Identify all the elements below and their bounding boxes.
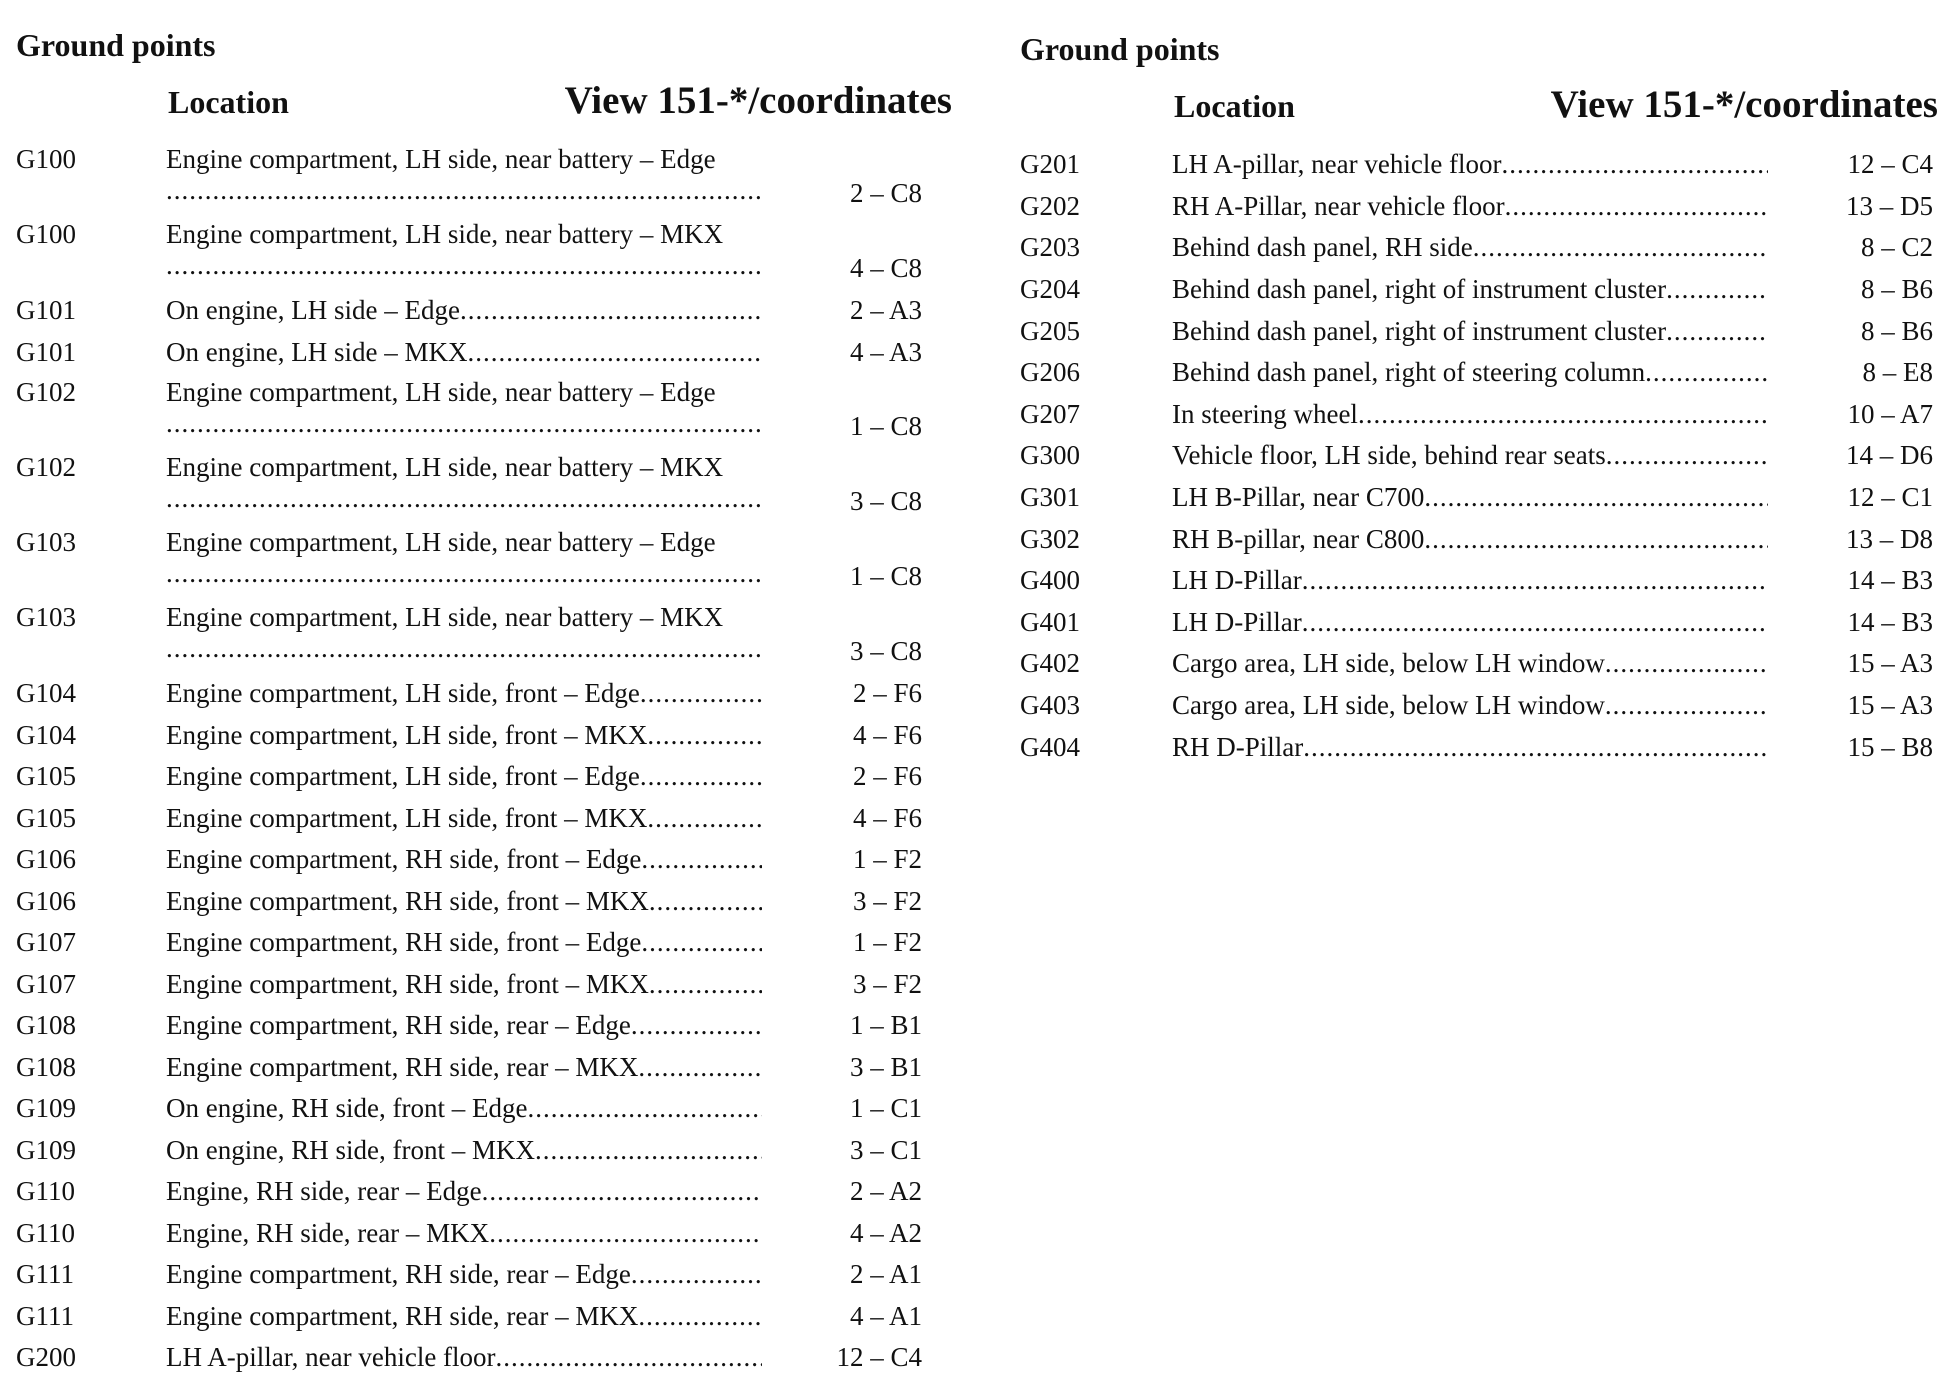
location-description [1172, 607, 1768, 638]
dot-leader [1302, 607, 1768, 638]
location-description [166, 140, 762, 215]
location-description [166, 1342, 762, 1373]
location-text: On engine, LH side – Edge [166, 295, 460, 326]
dot-leader [166, 633, 762, 663]
view-coordinate: 4 – A1 [849, 1300, 922, 1331]
location-text: Engine, RH side, rear – Edge [166, 1176, 482, 1207]
dot-leader [1473, 232, 1768, 263]
view-coordinate: 4 – C8 [849, 253, 922, 283]
view-coordinate: 1 – C8 [849, 561, 922, 591]
view-coordinates-header: View 151-*/coordinates [1550, 83, 1938, 126]
ground-point-id: G109 [16, 1134, 76, 1165]
location-description [166, 803, 762, 834]
location-text: LH A-pillar, near vehicle floor [166, 1342, 496, 1373]
view-coordinate: 15 – B8 [1847, 731, 1933, 762]
ground-point-row [1020, 602, 1938, 644]
location-text: RH B-pillar, near C800 [1172, 523, 1425, 554]
dot-leader [649, 969, 762, 1000]
ground-point-row [1020, 310, 1938, 352]
location-header: Location [168, 84, 289, 120]
ground-point-row [16, 1213, 956, 1255]
dot-leader [1302, 565, 1768, 596]
ground-point-id: G109 [16, 1093, 76, 1124]
location-text: On engine, RH side, front – MKX [166, 1134, 535, 1165]
ground-point-row [16, 448, 956, 523]
location-text: LH D-Pillar [1172, 606, 1302, 637]
ground-point-row [16, 1337, 956, 1379]
view-coordinate: 3 – F2 [852, 885, 922, 916]
view-coordinate: 15 – A3 [1847, 648, 1933, 679]
location-description [166, 1301, 762, 1332]
view-coordinate: 8 – B6 [1860, 274, 1933, 305]
location-description [166, 448, 762, 523]
location-description [1172, 565, 1768, 596]
dot-leader [535, 1135, 762, 1166]
ground-point-id: G108 [16, 1051, 76, 1082]
location-text: Engine compartment, LH side, near battery – Edge [166, 144, 716, 174]
dot-leader [489, 1218, 762, 1249]
location-description [166, 1052, 762, 1083]
ground-point-row [16, 1130, 956, 1172]
location-text: Engine compartment, RH side, rear – MKX [166, 1051, 639, 1082]
view-coordinate: 1 – F2 [852, 844, 922, 875]
dot-leader [641, 844, 762, 875]
ground-point-row [1020, 394, 1938, 436]
view-coordinate: 14 – D6 [1846, 440, 1933, 471]
ground-point-id: G101 [16, 295, 76, 326]
location-text: Vehicle floor, LH side, behind rear seats [1172, 440, 1606, 471]
location-text: Engine compartment, RH side, front – MKX [166, 968, 649, 999]
dot-leader [641, 927, 762, 958]
dot-leader [460, 295, 762, 326]
ground-point-id: G106 [16, 844, 76, 875]
dot-leader [527, 1093, 762, 1124]
location-description [1172, 690, 1768, 721]
dot-leader [1666, 316, 1768, 347]
ground-point-row [16, 922, 956, 964]
location-text: LH A-pillar, near vehicle floor [1172, 149, 1502, 180]
ground-point-row [16, 673, 956, 715]
location-description [166, 720, 762, 751]
ground-point-id: G111 [16, 1259, 74, 1290]
location-text: On engine, RH side, front – Edge [166, 1093, 528, 1124]
location-description [166, 1218, 762, 1249]
location-text: Engine compartment, LH side, near battery – MKX [166, 452, 724, 482]
view-coordinate: 1 – F2 [852, 927, 922, 958]
view-coordinate: 14 – B3 [1847, 565, 1933, 596]
column-header [1020, 82, 1938, 140]
ground-point-id: G111 [16, 1300, 74, 1331]
location-text: Behind dash panel, right of instrument cluster [1172, 315, 1667, 346]
location-description [166, 1010, 762, 1041]
ground-point-row [16, 1171, 956, 1213]
dot-leader [638, 1052, 762, 1083]
ground-point-row [16, 332, 956, 374]
dot-leader [1645, 357, 1768, 388]
section-heading: Ground points [1020, 31, 1220, 67]
ground-point-row [1020, 435, 1938, 477]
dot-leader [1605, 690, 1768, 721]
location-description [1172, 648, 1768, 679]
dot-leader [638, 1301, 762, 1332]
view-coordinate: 2 – F6 [852, 678, 922, 709]
ground-point-id: G103 [16, 602, 76, 632]
view-coordinate: 4 – A2 [849, 1217, 922, 1248]
view-coordinate: 3 – C8 [849, 486, 922, 516]
dot-leader [1505, 191, 1768, 222]
ground-point-row [16, 756, 956, 798]
location-description [1172, 440, 1768, 471]
dot-leader [1606, 440, 1768, 471]
view-coordinate: 3 – C8 [849, 636, 922, 666]
ground-point-row [1020, 726, 1938, 768]
location-text: RH A-Pillar, near vehicle floor [1172, 190, 1505, 221]
ground-point-row [16, 1005, 956, 1047]
location-text: Cargo area, LH side, below LH window [1172, 690, 1605, 721]
dot-leader [631, 1010, 762, 1041]
location-description [166, 844, 762, 875]
ground-point-id: G205 [1020, 315, 1080, 346]
location-text: Engine compartment, RH side, front – MKX [166, 885, 649, 916]
location-description [166, 761, 762, 792]
ground-point-id: G206 [1020, 357, 1080, 388]
ground-point-id: G107 [16, 968, 76, 999]
view-coordinate: 1 – C8 [849, 411, 922, 441]
ground-point-row [16, 1254, 956, 1296]
location-text: Engine compartment, LH side, front – MKX [166, 719, 648, 750]
ground-point-id: G402 [1020, 648, 1080, 679]
location-description [1172, 316, 1768, 347]
location-text: LH D-Pillar [1172, 565, 1302, 596]
ground-point-row [16, 1047, 956, 1089]
ground-point-row [16, 1296, 956, 1338]
location-description [1172, 232, 1768, 263]
location-description [1172, 191, 1768, 222]
view-coordinate: 14 – B3 [1847, 606, 1933, 637]
ground-point-id: G201 [1020, 149, 1080, 180]
ground-point-row [16, 964, 956, 1006]
ground-point-id: G100 [16, 144, 76, 174]
location-text: On engine, LH side – MKX [166, 336, 468, 367]
left-column [16, 0, 956, 1379]
view-coordinate: 2 – A1 [849, 1259, 922, 1290]
right-column [1020, 0, 1938, 768]
location-text: Engine compartment, LH side, near battery – MKX [166, 602, 724, 632]
ground-point-id: G202 [1020, 190, 1080, 221]
ground-point-row [16, 598, 956, 673]
ground-point-row [1020, 352, 1938, 394]
view-coordinate: 3 – F2 [852, 968, 922, 999]
view-coordinate: 3 – C1 [849, 1134, 922, 1165]
location-text: LH B-Pillar, near C700 [1172, 482, 1425, 513]
location-description [166, 927, 762, 958]
location-text: Engine compartment, LH side, front – Edge [166, 678, 640, 709]
location-text: Behind dash panel, right of instrument cluster [1172, 274, 1667, 305]
section-heading: Ground points [16, 27, 216, 63]
dot-leader [1303, 732, 1768, 763]
view-coordinate: 12 – C4 [836, 1342, 922, 1373]
dot-leader [647, 803, 762, 834]
ground-points-list-left [16, 140, 956, 1379]
ground-point-row [16, 839, 956, 881]
location-text: Behind dash panel, right of steering column [1172, 357, 1646, 388]
ground-point-id: G102 [16, 377, 76, 407]
ground-point-id: G110 [16, 1217, 75, 1248]
ground-point-row [16, 881, 956, 923]
ground-point-row [1020, 144, 1938, 186]
ground-point-id: G400 [1020, 565, 1080, 596]
ground-point-id: G104 [16, 719, 76, 750]
view-coordinate: 10 – A7 [1847, 398, 1933, 429]
ground-point-id: G102 [16, 452, 76, 482]
location-description [166, 1259, 762, 1290]
view-coordinate: 12 – C1 [1847, 482, 1933, 513]
view-coordinate: 1 – C1 [849, 1093, 922, 1124]
dot-leader [166, 408, 762, 438]
ground-point-id: G105 [16, 761, 76, 792]
location-text: Engine compartment, RH side, rear – MKX [166, 1300, 639, 1331]
location-text: Engine compartment, RH side, front – Edge [166, 927, 642, 958]
ground-point-row [16, 798, 956, 840]
view-coordinates-header: View 151-*/coordinates [564, 79, 952, 122]
view-coordinate: 1 – B1 [849, 1010, 922, 1041]
dot-leader [1424, 524, 1768, 555]
location-text: Engine compartment, LH side, front – MKX [166, 802, 648, 833]
ground-point-row [1020, 227, 1938, 269]
dot-leader [166, 558, 762, 588]
column-header [16, 78, 952, 136]
ground-point-id: G105 [16, 802, 76, 833]
ground-point-id: G100 [16, 219, 76, 249]
location-text: RH D-Pillar [1172, 731, 1304, 762]
view-coordinate: 8 – B6 [1860, 315, 1933, 346]
location-description [1172, 482, 1768, 513]
ground-point-id: G104 [16, 678, 76, 709]
dot-leader [166, 483, 762, 513]
location-description [1172, 732, 1768, 763]
location-description [1172, 357, 1768, 388]
location-header: Location [1174, 88, 1295, 124]
dot-leader [1666, 274, 1768, 305]
dot-leader [1424, 482, 1768, 513]
dot-leader [647, 720, 762, 751]
ground-point-row [16, 140, 956, 215]
ground-point-id: G107 [16, 927, 76, 958]
ground-point-id: G200 [16, 1342, 76, 1373]
ground-point-row [16, 715, 956, 757]
view-coordinate: 13 – D5 [1846, 190, 1933, 221]
location-text: In steering wheel [1172, 398, 1358, 429]
location-description [166, 1093, 762, 1124]
ground-point-id: G203 [1020, 232, 1080, 263]
ground-point-row [1020, 685, 1938, 727]
location-text: Engine compartment, RH side, front – Edge [166, 844, 642, 875]
view-coordinate: 4 – F6 [852, 719, 922, 750]
ground-point-id: G401 [1020, 606, 1080, 637]
view-coordinate: 4 – F6 [852, 802, 922, 833]
location-text: Engine compartment, RH side, rear – Edge [166, 1010, 631, 1041]
location-description [166, 1176, 762, 1207]
dot-leader [496, 1342, 762, 1373]
location-description [166, 1135, 762, 1166]
dot-leader [166, 175, 762, 205]
dot-leader [482, 1176, 762, 1207]
ground-point-row [16, 523, 956, 598]
location-description [166, 598, 762, 673]
ground-point-id: G207 [1020, 398, 1080, 429]
ground-points-list-right [1020, 144, 1938, 768]
dot-leader [467, 337, 762, 368]
ground-point-row [1020, 643, 1938, 685]
ground-point-id: G300 [1020, 440, 1080, 471]
dot-leader [640, 761, 762, 792]
location-description [166, 886, 762, 917]
view-coordinate: 8 – C2 [1860, 232, 1933, 263]
location-text: Engine compartment, LH side, front – Edge [166, 761, 640, 792]
dot-leader [1605, 648, 1768, 679]
ground-point-row [16, 215, 956, 290]
ground-point-id: G404 [1020, 731, 1080, 762]
ground-point-row [1020, 518, 1938, 560]
view-coordinate: 2 – F6 [852, 761, 922, 792]
ground-point-row [1020, 477, 1938, 519]
view-coordinate: 2 – C8 [849, 178, 922, 208]
dot-leader [166, 250, 762, 280]
location-description [166, 373, 762, 448]
location-text: Engine compartment, LH side, near battery – MKX [166, 219, 724, 249]
ground-point-row [16, 1088, 956, 1130]
ground-point-id: G301 [1020, 482, 1080, 513]
ground-point-id: G106 [16, 885, 76, 916]
view-coordinate: 15 – A3 [1847, 690, 1933, 721]
location-description [166, 969, 762, 1000]
ground-point-id: G302 [1020, 523, 1080, 554]
ground-point-row [16, 373, 956, 448]
view-coordinate: 2 – A2 [849, 1176, 922, 1207]
location-text: Engine compartment, RH side, rear – Edge [166, 1259, 631, 1290]
ground-point-row [1020, 186, 1938, 228]
location-text: Cargo area, LH side, below LH window [1172, 648, 1605, 679]
location-description [166, 337, 762, 368]
ground-point-id: G108 [16, 1010, 76, 1041]
ground-point-row [16, 290, 956, 332]
dot-leader [640, 678, 762, 709]
ground-point-id: G101 [16, 336, 76, 367]
location-description [1172, 149, 1768, 180]
dot-leader [631, 1259, 762, 1290]
ground-point-id: G110 [16, 1176, 75, 1207]
location-text: Engine, RH side, rear – MKX [166, 1217, 490, 1248]
ground-point-id: G204 [1020, 274, 1080, 305]
view-coordinate: 2 – A3 [849, 295, 922, 326]
view-coordinate: 8 – E8 [1862, 357, 1933, 388]
view-coordinate: 13 – D8 [1846, 523, 1933, 554]
dot-leader [649, 886, 762, 917]
location-text: Engine compartment, LH side, near battery – Edge [166, 527, 716, 557]
dot-leader [1502, 149, 1768, 180]
location-text: Behind dash panel, RH side [1172, 232, 1473, 263]
ground-point-row [1020, 269, 1938, 311]
ground-point-row [1020, 560, 1938, 602]
view-coordinate: 3 – B1 [849, 1051, 922, 1082]
location-description [166, 215, 762, 290]
location-description [1172, 399, 1768, 430]
location-description [166, 678, 762, 709]
location-text: Engine compartment, LH side, near battery – Edge [166, 377, 716, 407]
location-description [1172, 274, 1768, 305]
dot-leader [1358, 399, 1768, 430]
location-description [166, 295, 762, 326]
location-description [1172, 524, 1768, 555]
view-coordinate: 4 – A3 [849, 336, 922, 367]
ground-point-id: G403 [1020, 690, 1080, 721]
view-coordinate: 12 – C4 [1847, 149, 1933, 180]
location-description [166, 523, 762, 598]
ground-point-id: G103 [16, 527, 76, 557]
